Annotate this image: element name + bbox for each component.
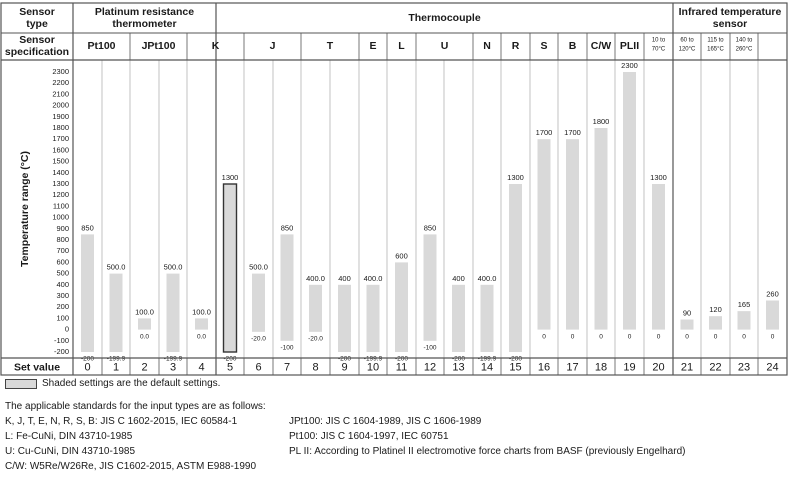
y-tick-label: 2200 <box>52 78 69 88</box>
range-bar <box>138 318 151 329</box>
spec-label: 165°C <box>707 46 724 53</box>
max-value-label: 400 <box>338 273 351 283</box>
note-l: L: Fe-CuNi, DIN 43710-1985 <box>5 431 133 442</box>
max-value-label: 850 <box>280 223 294 233</box>
set-value-label: 10 <box>366 361 380 374</box>
spec-label: B <box>568 39 577 52</box>
max-value-label: 1800 <box>592 116 610 126</box>
set-value-label: 4 <box>198 361 205 374</box>
min-value-label: 0 <box>570 333 575 341</box>
note-plii: PL II: According to Platinel II electromotive force charts from BASF (previously Engelhard) <box>289 446 686 457</box>
spec-label: 115 to <box>707 37 724 44</box>
set-value-label: 24 <box>766 361 779 374</box>
y-tick-label: 1300 <box>52 178 69 188</box>
min-value-label: -100 <box>423 344 437 352</box>
y-tick-label: 400 <box>56 279 69 289</box>
note-pt100: Pt100: JIS C 1604-1997, IEC 60751 <box>289 431 449 442</box>
set-value-label: 13 <box>452 361 465 374</box>
group-header: sensor <box>712 17 748 30</box>
max-value-label: 500.0 <box>249 262 268 272</box>
max-value-label: 400 <box>452 273 465 283</box>
max-value-label: 500.0 <box>163 262 183 272</box>
range-bar <box>566 139 579 329</box>
max-value-label: 100.0 <box>135 307 154 317</box>
sensor-spec-header: specification <box>4 45 70 58</box>
spec-label: JPt100 <box>141 39 176 52</box>
max-value-label: 120 <box>709 305 722 315</box>
spec-label: 60 to <box>680 37 694 44</box>
min-value-label: -100 <box>280 344 294 352</box>
spec-label: PLII <box>619 39 640 52</box>
note-kjtenrsb: K, J, T, E, N, R, S, B: JIS C 1602-2015, IEC 60584-1 <box>5 416 238 427</box>
spec-label: 140 to <box>735 37 753 44</box>
group-header: Platinum resistance <box>94 5 195 18</box>
spec-label: R <box>511 39 520 52</box>
range-bar <box>395 262 408 352</box>
max-value-label: 1300 <box>507 172 524 182</box>
range-bar <box>652 184 665 330</box>
min-value-label: 0 <box>742 333 746 341</box>
range-bar <box>224 184 237 352</box>
range-bar <box>681 320 694 330</box>
range-bar <box>167 274 180 352</box>
max-value-label: 850 <box>423 223 437 233</box>
max-value-label: 1300 <box>221 172 239 182</box>
range-bar <box>81 234 94 352</box>
min-value-label: 0 <box>599 333 603 341</box>
range-bar <box>538 139 551 329</box>
max-value-label: 2300 <box>621 60 638 70</box>
range-bar <box>595 128 608 330</box>
set-value-label: 0 <box>84 361 91 374</box>
y-tick-label: 300 <box>56 290 69 300</box>
range-bar <box>424 234 437 340</box>
set-value-label: 15 <box>509 361 522 374</box>
y-tick-label: 600 <box>56 257 69 267</box>
y-tick-label: 1400 <box>52 167 69 177</box>
y-tick-label: 700 <box>56 246 69 256</box>
max-value-label: 850 <box>81 223 94 233</box>
min-value-label: -20.0 <box>251 335 266 343</box>
y-tick-label: 2300 <box>52 66 69 76</box>
y-tick-label: 200 <box>56 302 69 312</box>
max-value-label: 400.0 <box>363 273 383 283</box>
min-value-label: 0 <box>627 333 632 341</box>
spec-label: J <box>269 39 276 52</box>
spec-label: L <box>398 39 405 52</box>
range-bar <box>766 300 779 329</box>
min-value-label: 0 <box>713 333 718 341</box>
range-bar <box>252 274 265 332</box>
set-value-label: 5 <box>226 361 234 374</box>
set-value-label: 17 <box>566 361 579 374</box>
max-value-label: 260 <box>766 289 779 299</box>
max-value-label: 500.0 <box>106 262 126 272</box>
min-value-label: 0 <box>770 333 775 341</box>
note-cw: C/W: W5Re/W26Re, JIS C1602-2015, ASTM E988-1990 <box>5 461 257 472</box>
group-header: Thermocouple <box>408 11 481 24</box>
set-value-header: Set value <box>13 361 61 374</box>
set-value-label: 2 <box>141 361 148 374</box>
range-bar <box>452 285 465 352</box>
legend-text: Shaded settings are the default settings. <box>42 378 221 389</box>
spec-label: U <box>440 39 449 52</box>
y-tick-label: 1200 <box>52 190 69 200</box>
max-value-label: 1300 <box>650 172 667 182</box>
sensor-type-header: type <box>26 17 48 30</box>
set-value-label: 23 <box>737 361 751 374</box>
set-value-label: 22 <box>709 361 722 374</box>
range-bar <box>338 285 351 352</box>
y-tick-label: 1900 <box>52 111 69 121</box>
set-value-label: 12 <box>423 361 437 374</box>
min-value-label: -200 <box>394 355 409 363</box>
y-tick-label: 2000 <box>52 100 69 110</box>
max-value-label: 1700 <box>564 128 581 138</box>
min-value-label: -199.9 <box>106 355 126 363</box>
y-tick-label: 1800 <box>52 122 69 132</box>
y-tick-label: 1000 <box>52 212 69 222</box>
min-value-label: -200 <box>337 355 352 363</box>
legend <box>5 378 220 389</box>
min-value-label: 0.0 <box>139 333 150 341</box>
spec-label: 70°C <box>651 46 666 53</box>
min-value-label: -199.9 <box>363 355 383 363</box>
min-value-label: 0.0 <box>196 333 207 341</box>
min-value-label: -199.9 <box>163 355 183 363</box>
max-value-label: 400.0 <box>306 273 325 283</box>
spec-label: C/W <box>590 39 612 52</box>
y-tick-label: 900 <box>56 223 69 233</box>
set-value-label: 16 <box>537 361 551 374</box>
range-bar <box>281 234 294 340</box>
y-tick-label: -100 <box>53 335 69 345</box>
y-tick-label: 1600 <box>52 145 69 155</box>
spec-label: E <box>369 39 377 52</box>
y-axis-label: Temperature range (°C) <box>18 150 31 268</box>
sensor-spec-header: Sensor <box>19 33 55 46</box>
group-header: thermometer <box>112 17 177 30</box>
y-tick-label: 1100 <box>52 201 69 211</box>
range-bar <box>481 285 494 352</box>
y-tick-label: 500 <box>56 268 69 278</box>
min-value-label: -200 <box>80 355 95 363</box>
set-value-label: 14 <box>480 361 494 374</box>
set-value-label: 21 <box>680 361 694 374</box>
max-value-label: 400.0 <box>477 273 497 283</box>
set-value-label: 6 <box>255 361 262 374</box>
y-tick-label: 0 <box>64 324 69 334</box>
range-bar <box>367 285 380 352</box>
min-value-label: 0 <box>656 333 661 341</box>
note-jpt100: JPt100: JIS C 1604-1989, JIS C 1606-1989 <box>289 416 482 427</box>
max-value-label: 100.0 <box>192 307 211 317</box>
set-value-label: 20 <box>652 361 665 374</box>
min-value-label: 0 <box>685 333 689 341</box>
set-value-label: 7 <box>283 361 291 374</box>
y-tick-label: 800 <box>56 234 69 244</box>
spec-label: 120°C <box>678 46 696 53</box>
min-value-label: -200 <box>451 355 466 363</box>
range-bar <box>709 316 722 329</box>
set-value-label: 11 <box>395 361 408 374</box>
y-tick-label: 2100 <box>52 89 69 99</box>
range-bar <box>309 285 322 332</box>
range-bar <box>110 274 123 352</box>
spec-label: K <box>211 39 220 52</box>
spec-label: 260°C <box>735 46 753 53</box>
note-u: U: Cu-CuNi, DIN 43710-1985 <box>5 446 136 457</box>
min-value-label: -20.0 <box>308 335 323 343</box>
set-value-label: 19 <box>623 361 636 374</box>
min-value-label: -200 <box>508 355 523 363</box>
min-value-label: 0 <box>542 333 546 341</box>
max-value-label: 165 <box>737 300 751 310</box>
y-tick-label: 100 <box>56 313 69 323</box>
legend-swatch <box>5 379 37 389</box>
min-value-label: -199.9 <box>477 355 497 363</box>
spec-label: S <box>540 39 548 52</box>
min-value-label: -200 <box>223 355 237 363</box>
y-tick-label: 1500 <box>52 156 69 166</box>
max-value-label: 90 <box>682 308 692 318</box>
set-value-label: 1 <box>112 361 120 374</box>
max-value-label: 600 <box>395 251 408 261</box>
group-header: Infrared temperature <box>678 5 782 18</box>
sensor-type-header: Sensor <box>19 5 55 18</box>
notes-intro: The applicable standards for the input types are as follows: <box>5 401 266 412</box>
spec-label: T <box>326 39 334 52</box>
set-value-label: 9 <box>341 361 348 374</box>
spec-label: 10 to <box>651 37 666 44</box>
y-tick-label: 1700 <box>52 134 69 144</box>
range-bar <box>623 72 636 330</box>
set-value-label: 3 <box>169 361 177 374</box>
range-bar <box>195 318 208 329</box>
max-value-label: 1700 <box>535 128 553 138</box>
y-tick-label: -200 <box>53 346 69 356</box>
set-value-label: 8 <box>312 361 319 374</box>
spec-label: Pt100 <box>87 39 116 52</box>
set-value-label: 18 <box>594 361 608 374</box>
spec-label: N <box>483 39 491 52</box>
range-bar <box>509 184 522 352</box>
range-bar <box>738 311 751 329</box>
